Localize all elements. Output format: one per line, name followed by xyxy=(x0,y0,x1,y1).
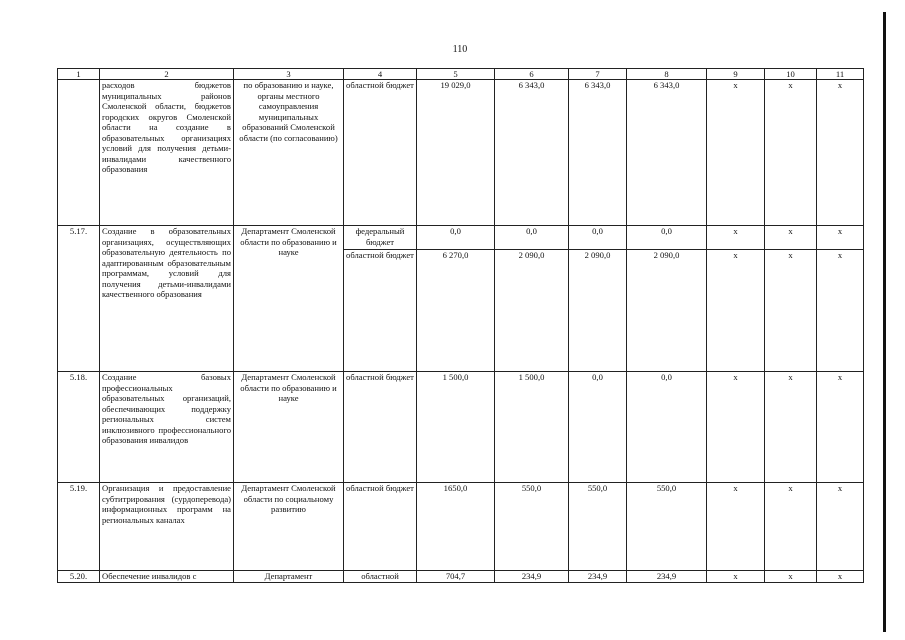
measure-name: Организация и предоставление субтитрирования (сурдоперевода) информационных программ на региональных каналах xyxy=(100,483,234,571)
col10-value: x xyxy=(765,250,817,372)
header-cell: 10 xyxy=(765,69,817,80)
table-row xyxy=(58,226,864,250)
col9-value: x xyxy=(707,250,765,372)
page-edge-line xyxy=(883,12,886,632)
row-number: 5.17. xyxy=(58,226,100,372)
col9-value: x xyxy=(707,483,765,571)
total-amount: 6 270,0 xyxy=(417,250,495,372)
col10-value: x xyxy=(765,483,817,571)
total-amount: 19 029,0 xyxy=(417,80,495,226)
year1-amount: 1 500,0 xyxy=(495,372,569,483)
row-number: 5.18. xyxy=(58,372,100,483)
funding-source: областной xyxy=(344,571,417,583)
header-cell: 3 xyxy=(234,69,344,80)
col11-value: x xyxy=(817,250,864,372)
measure-name: Создание базовых профессиональных образовательных организаций, обеспечивающих поддержку региональных систем инклюзивного профессионального образования инвалидов xyxy=(100,372,234,483)
funding-source: областной бюджет xyxy=(344,483,417,571)
col10-value: x xyxy=(765,372,817,483)
measure-name: Обеспечение инвалидов с xyxy=(100,571,234,583)
year1-amount: 0,0 xyxy=(495,226,569,250)
funding-source: федеральный бюджет xyxy=(344,226,417,250)
measure-name: Создание в образовательных организациях, осуществляющих образовательную деятельность по адаптированным образовательным программам, условий для получения детьми-инвалидами качественного образования xyxy=(100,226,234,372)
col10-value: x xyxy=(765,80,817,226)
funding-source: областной бюджет xyxy=(344,250,417,372)
year2-amount: 0,0 xyxy=(569,226,627,250)
funding-source: областной бюджет xyxy=(344,372,417,483)
total-amount: 1 500,0 xyxy=(417,372,495,483)
year2-amount: 0,0 xyxy=(569,372,627,483)
executor: по образованию и науке, органы местного самоуправления муниципальных образований Смоленской области (по согласованию) xyxy=(234,80,344,226)
header-cell: 9 xyxy=(707,69,765,80)
col9-value: x xyxy=(707,80,765,226)
total-amount: 704,7 xyxy=(417,571,495,583)
row-number xyxy=(58,80,100,226)
col11-value: x xyxy=(817,80,864,226)
col11-value: x xyxy=(817,571,864,583)
col11-value: x xyxy=(817,372,864,483)
col9-value: x xyxy=(707,571,765,583)
year3-amount: 0,0 xyxy=(627,226,707,250)
year3-amount: 234,9 xyxy=(627,571,707,583)
year2-amount: 234,9 xyxy=(569,571,627,583)
header-cell: 5 xyxy=(417,69,495,80)
year2-amount: 6 343,0 xyxy=(569,80,627,226)
year3-amount: 550,0 xyxy=(627,483,707,571)
header-cell: 8 xyxy=(627,69,707,80)
header-cell: 7 xyxy=(569,69,627,80)
year2-amount: 550,0 xyxy=(569,483,627,571)
row-number: 5.19. xyxy=(58,483,100,571)
program-measures-table xyxy=(57,68,864,583)
year1-amount: 234,9 xyxy=(495,571,569,583)
executor: Департамент Смоленской области по образованию и науке xyxy=(234,372,344,483)
row-number: 5.20. xyxy=(58,571,100,583)
col11-value: x xyxy=(817,226,864,250)
header-cell: 1 xyxy=(58,69,100,80)
col9-value: x xyxy=(707,372,765,483)
total-amount: 1650,0 xyxy=(417,483,495,571)
total-amount: 0,0 xyxy=(417,226,495,250)
col10-value: x xyxy=(765,226,817,250)
year3-amount: 0,0 xyxy=(627,372,707,483)
header-cell: 6 xyxy=(495,69,569,80)
col9-value: x xyxy=(707,226,765,250)
year1-amount: 550,0 xyxy=(495,483,569,571)
header-cell: 4 xyxy=(344,69,417,80)
table-row xyxy=(58,483,864,571)
page-number: 110 xyxy=(452,44,468,55)
col11-value: x xyxy=(817,483,864,571)
year2-amount: 2 090,0 xyxy=(569,250,627,372)
year3-amount: 6 343,0 xyxy=(627,80,707,226)
header-cell: 11 xyxy=(817,69,864,80)
executor: Департамент xyxy=(234,571,344,583)
measure-name: расходов бюджетов муниципальных районов Смоленской области, бюджетов городских округов Смоленской области на создание в образовательных организациях условий для получения детьми-инвалидами качественного образования xyxy=(100,80,234,226)
year1-amount: 6 343,0 xyxy=(495,80,569,226)
executor: Департамент Смоленской области по образованию и науке xyxy=(234,226,344,372)
funding-source: областной бюджет xyxy=(344,80,417,226)
header-row xyxy=(58,69,864,80)
year1-amount: 2 090,0 xyxy=(495,250,569,372)
table-row xyxy=(58,372,864,483)
header-cell: 2 xyxy=(100,69,234,80)
executor: Департамент Смоленской области по социальному развитию xyxy=(234,483,344,571)
table-row xyxy=(58,80,864,226)
table-row xyxy=(58,571,864,583)
col10-value: x xyxy=(765,571,817,583)
year3-amount: 2 090,0 xyxy=(627,250,707,372)
